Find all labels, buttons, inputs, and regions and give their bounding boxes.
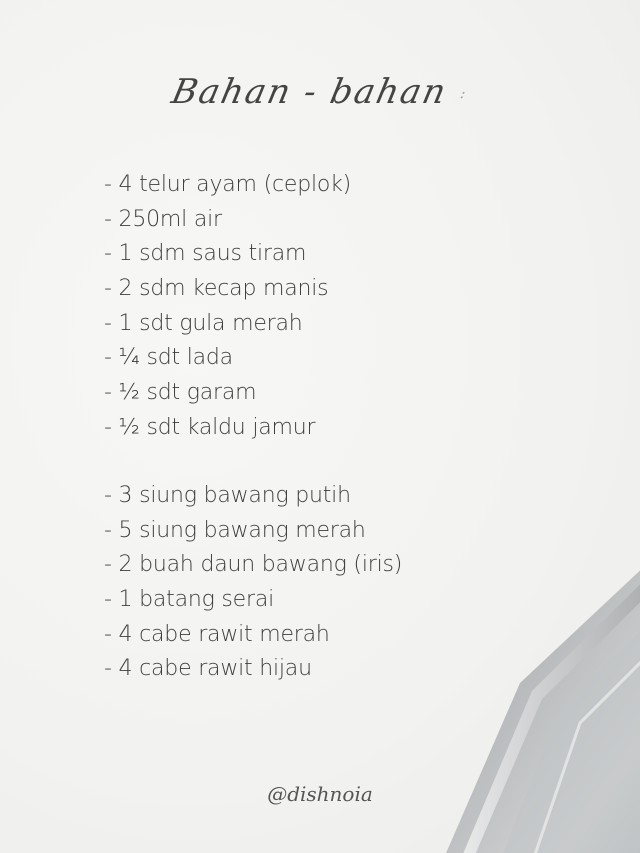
list-item: - 5 siung bawang merah — [104, 517, 366, 543]
list-item: - 2 buah daun bawang (iris) — [104, 552, 403, 578]
page-title — [0, 72, 640, 112]
title-mark: : — [458, 86, 469, 102]
list-item: - ½ sdt kaldu jamur — [104, 414, 316, 440]
ingredient-list-seasoning — [104, 168, 351, 446]
ingredient-list-aromatics — [104, 479, 402, 687]
list-item: - 1 sdm saus tiram — [104, 241, 307, 267]
list-item: - 1 batang serai — [104, 587, 275, 613]
list-item: - 250ml air — [104, 206, 222, 232]
list-item: - ½ sdt garam — [104, 380, 257, 406]
author-watermark: @dishnoia — [267, 782, 373, 806]
title-text: Bahan - bahan — [168, 72, 452, 112]
list-item: - 2 sdm kecap manis — [104, 276, 329, 302]
list-item: - 3 siung bawang putih — [104, 483, 351, 508]
list-item: - 4 cabe rawit merah — [104, 621, 330, 647]
list-item: - 1 sdt gula merah — [104, 310, 303, 336]
list-item: - 4 telur ayam (ceplok) — [104, 172, 352, 197]
list-item: - ¼ sdt lada — [104, 345, 233, 371]
list-item: - 4 cabe rawit hijau — [104, 656, 312, 682]
